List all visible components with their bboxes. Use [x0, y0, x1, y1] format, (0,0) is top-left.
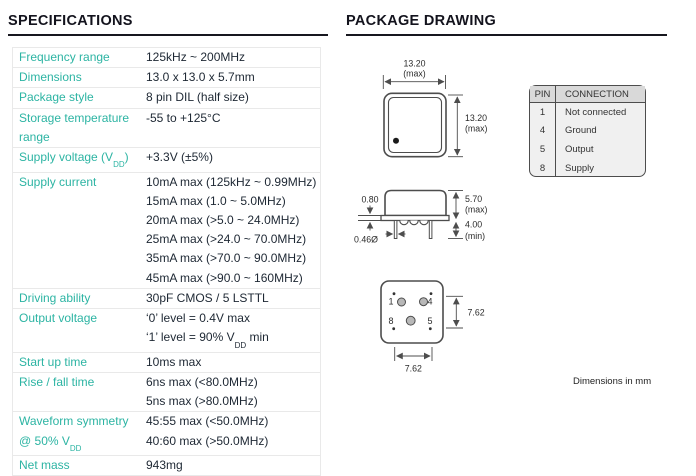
spec-value-line: 45mA max (>90.0 ~ 160MHz) [146, 270, 303, 285]
side-view [354, 191, 488, 245]
table-row [13, 109, 320, 148]
dimension-label: 7.62 [404, 363, 422, 374]
standoff-pad [420, 298, 428, 306]
pin-position-dot [393, 292, 396, 295]
pin-connection: Output [565, 143, 594, 155]
package-base [381, 216, 449, 221]
pin-position-dot [392, 327, 395, 330]
spec-value-supply-current [146, 173, 320, 288]
spec-label-line: Waveform symmetry [19, 414, 129, 429]
spec-value-line: 35mA max (>70.0 ~ 90.0MHz) [146, 251, 307, 266]
bottom-view [381, 281, 485, 374]
table-row [13, 373, 320, 412]
spec-value-line: 5ns max (>80.0MHz) [146, 394, 258, 409]
pin-number-label: 8 [388, 316, 394, 326]
table-row [13, 289, 320, 309]
spec-label-line: @ 50% $V_{DD}$ [19, 433, 82, 454]
specifications-section-header [8, 13, 328, 36]
specifications-table [12, 47, 321, 476]
spec-label-supply-current: Supply current [19, 174, 97, 189]
spec-value-output-voltage [146, 309, 320, 352]
spec-label-storage-temperature [13, 109, 146, 147]
spec-value-line: 10mA max (125kHz ~ 0.99MHz) [146, 174, 317, 189]
spec-label-supply-voltage: Supply voltage $(V_{DD})$ [19, 150, 129, 170]
pin-connection: Not connected [565, 106, 627, 118]
dimension-label: 13.20 [465, 113, 488, 123]
table-row [13, 309, 320, 353]
table-row [13, 412, 320, 456]
spec-value-frequency-range: 125kHz ~ 200MHz [146, 50, 246, 64]
pin-number: 1 [530, 103, 556, 122]
lead-pin [429, 221, 432, 239]
spec-value-line: 6ns max (<80.0MHz) [146, 375, 258, 390]
package-drawing-title: PACKAGE DRAWING [346, 13, 497, 29]
package-body-side [385, 191, 446, 216]
spec-value-package-style: 8 pin DIL (half size) [146, 90, 249, 105]
dimensions-note: Dimensions in mm [573, 376, 652, 387]
spec-value-line: ‘1’ level = 90% $V_{DD}$ min [146, 330, 269, 350]
pin1-marker-dot [393, 138, 399, 144]
pin-position-dot [430, 292, 433, 295]
dimension-qualifier: (min) [465, 231, 486, 241]
dimension-label: 5.70 [465, 194, 483, 204]
standoff-bump [420, 221, 428, 225]
dimension-label: 0.80 [361, 194, 379, 205]
spec-value-supply-voltage: +3.3V (±5%) [146, 150, 213, 165]
pin-position-dot [429, 327, 432, 330]
spec-label-frequency-range: Frequency range [19, 50, 110, 64]
spec-label-line: range [19, 129, 50, 144]
standoff-bump [410, 221, 418, 225]
spec-value-storage-temperature: -55 to +125°C [146, 110, 221, 125]
pin-number: 8 [530, 159, 556, 178]
spec-value-line: 40:60 max (>50.0MHz) [146, 433, 269, 448]
pin-header-connection: CONNECTION [565, 88, 629, 100]
table-row [13, 48, 320, 68]
package-outline-top [384, 93, 446, 156]
package-outline-bottom [381, 281, 443, 343]
top-view [383, 59, 487, 157]
dimension-label: 0.46Ø [354, 234, 378, 245]
package-drawing-title-rule [346, 34, 667, 36]
spec-label-waveform-symmetry [13, 412, 146, 455]
spec-label-package-style: Package style [19, 90, 94, 105]
pin-number-label: 4 [427, 296, 433, 307]
pin-connection: Ground [565, 125, 597, 137]
spec-value-driving-ability: 30pF CMOS / 5 LSTTL [146, 290, 269, 305]
table-row [13, 353, 320, 373]
pin-number: 4 [530, 122, 556, 141]
dimension-qualifier: (max) [465, 123, 488, 134]
table-row [13, 68, 320, 88]
dimension-label: 7.62 [467, 307, 485, 318]
spec-value-startup-time: 10ms max [146, 354, 202, 369]
spec-value-waveform-symmetry [146, 412, 320, 455]
table-row [13, 456, 320, 476]
pin-number: 5 [530, 140, 556, 159]
dimension-qualifier: (max) [465, 204, 488, 215]
spec-label-line: Storage temperature [19, 110, 130, 125]
pin-connection: Supply [565, 162, 595, 174]
pin-number-label: 5 [427, 316, 433, 326]
spec-value-line: 20mA max (>5.0 ~ 24.0MHz) [146, 213, 300, 228]
specifications-title-rule [8, 34, 328, 36]
spec-label-dimensions: Dimensions [19, 70, 82, 85]
spec-value-dimensions: 13.0 x 13.0 x 5.7mm [146, 70, 255, 85]
package-drawing-section-header [346, 13, 667, 36]
spec-label-output-voltage: Output voltage [19, 311, 98, 326]
lead-pin [394, 221, 397, 239]
table-row [13, 148, 320, 173]
spec-value-line: 15mA max (1.0 ~ 5.0MHz) [146, 193, 286, 208]
dimension-label: 4.00 [465, 219, 483, 230]
standoff-pad [406, 316, 415, 325]
spec-value-line: ‘0’ level = 0.4V max [146, 311, 250, 326]
table-row [13, 88, 320, 108]
spec-value-line: 45:55 max (<50.0MHz) [146, 414, 269, 429]
dimension-label: 13.20 [403, 58, 426, 69]
pin-number-label: 1 [388, 296, 394, 307]
spec-value-rise-fall-time [146, 373, 320, 411]
spec-label-driving-ability: Driving ability [19, 290, 91, 305]
standoff-bump [400, 221, 408, 225]
spec-value-net-mass: 943mg [146, 458, 183, 473]
spec-value-line: 25mA max (>24.0 ~ 70.0MHz) [146, 232, 307, 247]
spec-label-net-mass: Net mass [19, 458, 70, 473]
specifications-title: SPECIFICATIONS [8, 13, 133, 29]
spec-label-rise-fall-time: Rise / fall time [19, 375, 95, 390]
table-row [13, 173, 320, 289]
pin-header-pin: PIN [530, 86, 556, 102]
dimension-qualifier: (max) [403, 68, 426, 79]
standoff-pad [398, 298, 406, 306]
spec-label-startup-time: Start up time [19, 354, 88, 369]
package-drawing [346, 46, 696, 464]
